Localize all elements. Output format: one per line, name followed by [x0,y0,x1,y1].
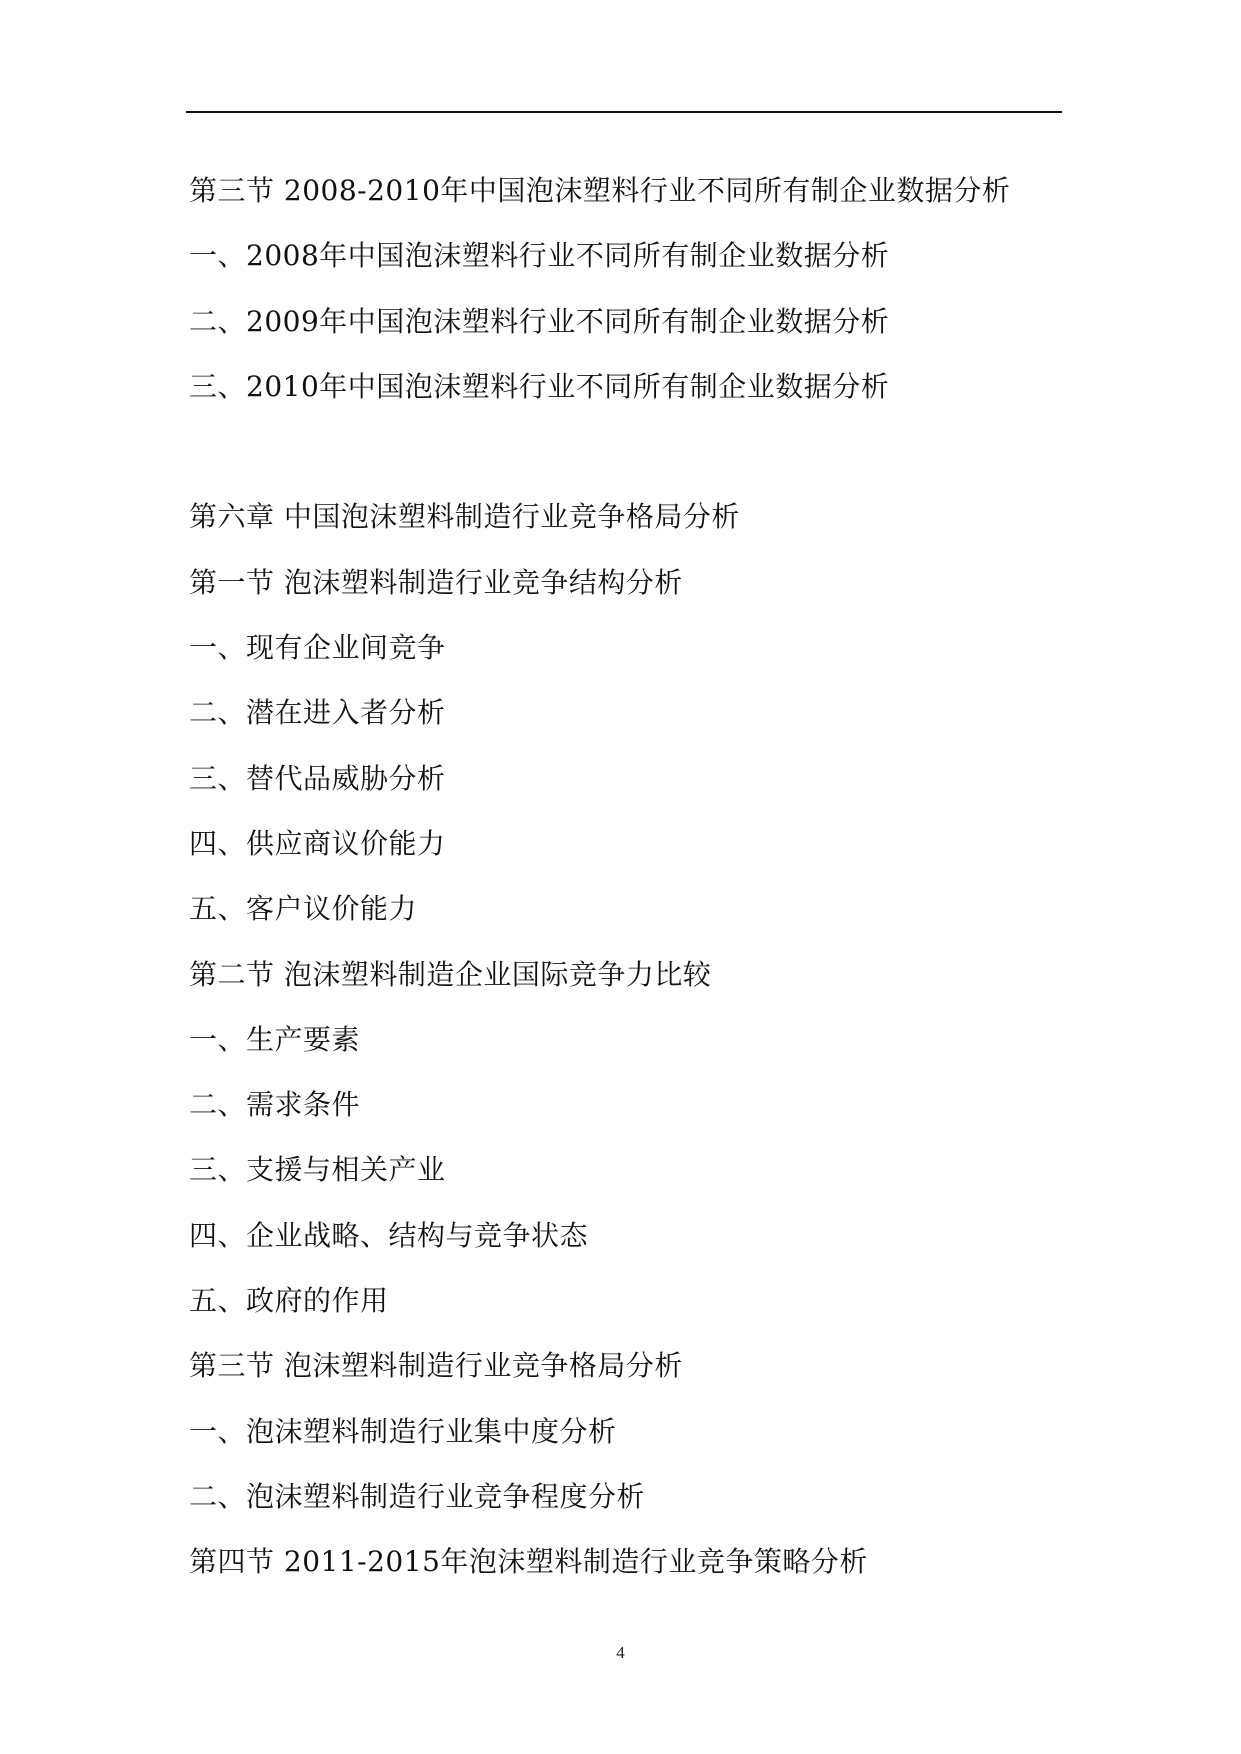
toc-item: 五、客户议价能力 [189,892,418,926]
toc-item: 三、2010年中国泡沫塑料行业不同所有制企业数据分析 [189,369,890,403]
toc-item: 三、替代品威胁分析 [189,761,446,795]
toc-item: 四、企业战略、结构与竞争状态 [189,1218,589,1252]
toc-item: 五、政府的作用 [189,1284,389,1318]
toc-section-heading: 第四节 2011-2015年泡沫塑料制造行业竞争策略分析 [189,1545,868,1579]
toc-chapter-heading: 第六章 中国泡沫塑料制造行业竞争格局分析 [189,500,740,534]
toc-item: 二、需求条件 [189,1088,361,1122]
table-of-contents [189,158,1010,1595]
header-rule [186,111,1062,113]
toc-item: 二、泡沫塑料制造行业竞争程度分析 [189,1479,646,1513]
toc-item: 四、供应商议价能力 [189,826,446,860]
page-number: 4 [616,1643,625,1662]
toc-section-heading: 第三节 泡沫塑料制造行业竞争格局分析 [189,1349,683,1383]
toc-item: 二、2009年中国泡沫塑料行业不同所有制企业数据分析 [189,304,890,338]
toc-item: 二、潜在进入者分析 [189,696,446,730]
toc-item: 三、支援与相关产业 [189,1153,446,1187]
toc-item: 一、现有企业间竞争 [189,631,446,665]
toc-item: 一、生产要素 [189,1022,361,1056]
toc-item: 一、泡沫塑料制造行业集中度分析 [189,1414,617,1448]
toc-section-heading: 第二节 泡沫塑料制造企业国际竞争力比较 [189,957,712,991]
toc-section-heading: 第一节 泡沫塑料制造行业竞争结构分析 [189,565,683,599]
toc-section-heading: 第三节 2008-2010年中国泡沫塑料行业不同所有制企业数据分析 [189,174,1011,207]
toc-item: 一、2008年中国泡沫塑料行业不同所有制企业数据分析 [189,239,890,273]
